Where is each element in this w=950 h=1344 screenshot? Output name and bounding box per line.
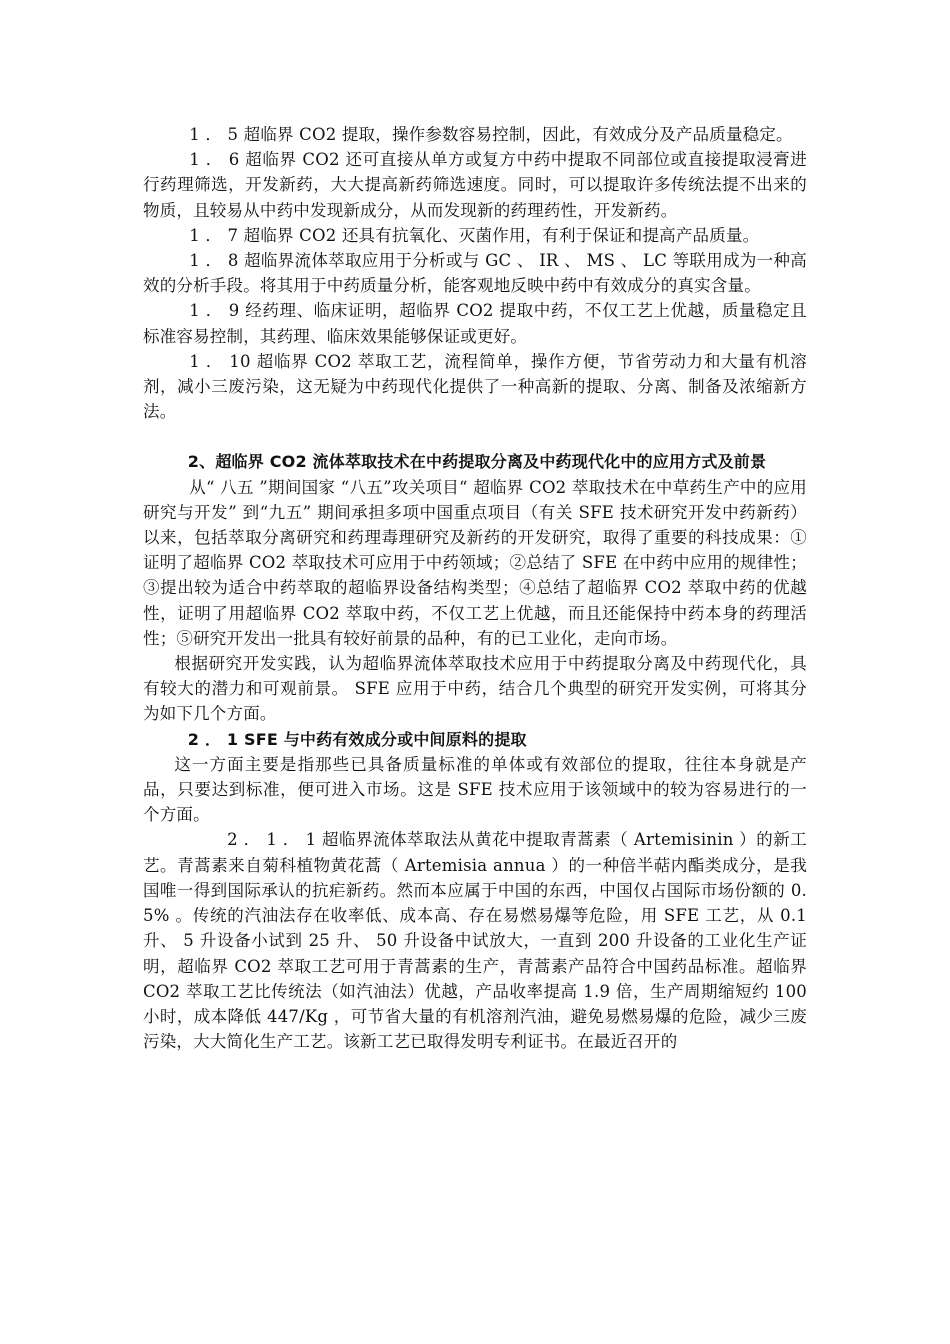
section-2-heading: 2、超临界 CO2 流体萃取技术在中药提取分离及中药现代化中的应用方式及前景 bbox=[187, 452, 767, 472]
paragraph-1-7: 1 ． 7 超临界 CO2 还具有抗氧化、灭菌作用，有利于保证和提高产品质量。 bbox=[189, 225, 760, 245]
paragraph-1-5: 1 ． 5 超临界 CO2 提取，操作参数容易控制，因此，有效成分及产品质量稳定。 bbox=[189, 125, 793, 144]
section-2-paragraph-1: 从“ 八五 ”期间国家 “八五”攻关项目“ 超临界 CO2 萃取技术在中草药生产中的应用研究与开发” 到“九五” 期间承担多项中国重点项目（有关 SFE 技术研究开发中药新药）以来，包括萃取分离研究和药理毒理研究及新药的开发研究，取得了重要的科技成果：①证明了超临界 CO2 萃取技术可应用于中药领域；②总结了 SFE 在中药中应用的规律性；③提出较为适合中药萃取的超临界设备结构类型；④总结了超临界 CO2 萃取中药的优越性，证明了用超临界 CO2 萃取中药，不仅工艺上优越，而且还能保持中药本身的药理活性；⑤研究开发出一批具有较好前景的品种，有的已工业化，走向市场。 bbox=[143, 477, 807, 648]
section-2-paragraph-2: 根据研究开发实践，认为超临界流体萃取技术应用于中药提取分离及中药现代化，具有较大的潜力和可观前景。 SFE 应用于中药，结合几个典型的研究开发实例，可将其分为如下几个方面。 bbox=[143, 654, 807, 724]
document-page bbox=[143, 122, 807, 1054]
section-2-1-heading: 2 ． 1 SFE 与中药有效成分或中间原料的提取 bbox=[187, 729, 527, 749]
section-spacer bbox=[143, 424, 807, 449]
section-2-1-paragraph: 这一方面主要是指那些已具备质量标准的单体或有效部位的提取，往往本身就是产品，只要达到标准，便可进入市场。这是 SFE 技术应用于该领域中的较为容易进行的一个方面。 bbox=[143, 754, 807, 825]
paragraph-1-9: 1 ． 9 经药理、临床证明，超临界 CO2 提取中药，不仅工艺上优越，质量稳定且标准容易控制，其药理、临床效果能够保证或更好。 bbox=[143, 301, 807, 346]
paragraph-1-8: 1 ． 8 超临界流体萃取应用于分析或与 GC 、 IR 、 MS 、 LC 等联用成为一种高效的分析手段。将其用于中药质量分析，能客观地反映中药中有效成分的真实含量。 bbox=[143, 251, 807, 296]
paragraph-1-10: 1 ． 10 超临界 CO2 萃取工艺，流程简单，操作方便，节省劳动力和大量有机溶剂，减小三废污染，这无疑为中药现代化提供了一种高新的提取、分离、制备及浓缩新方法。 bbox=[143, 351, 807, 422]
section-2-1-1-paragraph: 2 ． 1 ． 1 超临界流体萃取法从黄花中提取青蒿素（ Artemisinin ）的新工艺。青蒿素来自菊科植物黄花蒿（ Artemisia annua ）的一种倍半萜内酯类成分，是我国唯一得到国际承认的抗疟新药。然而本应属于中国的东西，中国仅占国际市场份额的 0.5% 。传统的汽油法存在收率低、成本高、存在易燃易爆等危险，用 SFE 工艺，从 0.1 升、 5 升设备小试到 25 升、 50 升设备中试放大，一直到 200 升设备的工业化生产证明，超临界 CO2 萃取工艺可用于青蒿素的生产，青蒿素产品符合中国药品标准。超临界 CO2 萃取工艺比传统法（如汽油法）优越，产品收率提高 1.9 倍，生产周期缩短约 100 小时，成本降低 447/Kg ，可节省大量的有机溶剂汽油，避免易燃易爆的危险，减少三废污染，大大简化生产工艺。该新工艺已取得发明专利证书。在最近召开的 bbox=[143, 830, 807, 1052]
paragraph-1-6: 1 ． 6 超临界 CO2 还可直接从单方或复方中药中提取不同部位或直接提取浸膏进行药理筛选，开发新药，大大提高新药筛选速度。同时，可以提取许多传统法提不出来的物质，且较易从中药中发现新成分，从而发现新的药理药性，开发新药。 bbox=[143, 150, 807, 220]
